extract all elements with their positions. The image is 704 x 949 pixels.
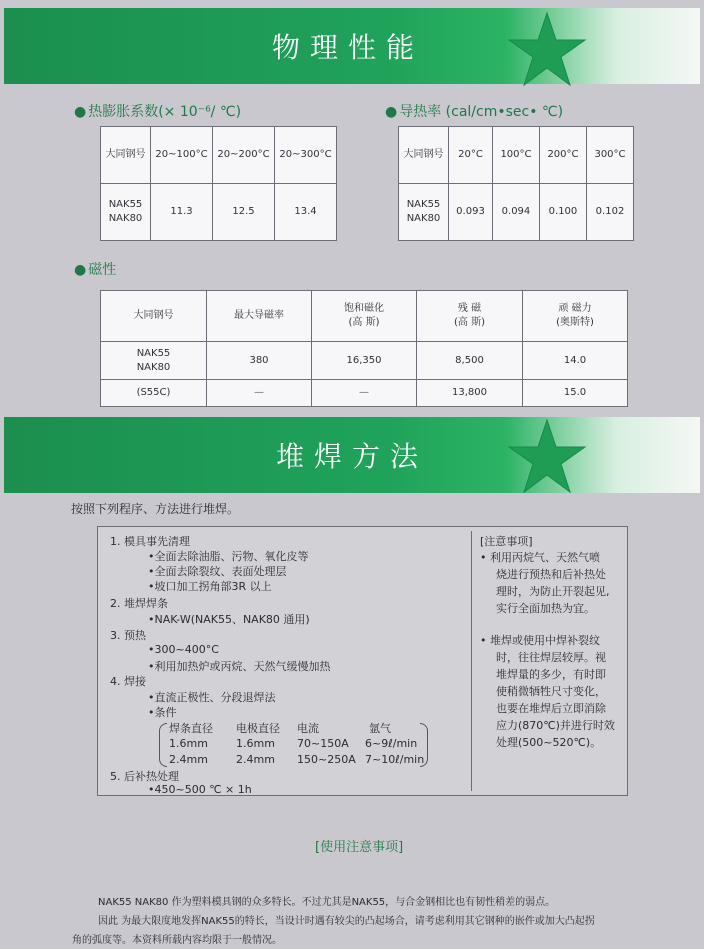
- note-line: 使稍微牺牲尺寸变化，: [496, 685, 606, 698]
- condition-header: 电流: [297, 722, 319, 735]
- condition-header: 电极直径: [236, 722, 280, 735]
- grade-cell: [399, 184, 449, 241]
- note-line: • 堆焊或使用中焊补裂纹: [480, 634, 600, 647]
- table-row: [101, 184, 337, 241]
- thermal-expansion-label: [74, 101, 241, 121]
- header-line: 残 磁: [457, 303, 482, 314]
- value-cell: 8,500: [417, 342, 523, 380]
- note-line: 烧进行预热和后补热处: [496, 568, 606, 581]
- note-line: 应力(870℃)并进行时效: [496, 719, 615, 732]
- star-icon: [504, 417, 590, 495]
- usage-notes-heading: [使用注意事项]: [315, 840, 404, 855]
- step-item: •坡口加工拐角部3R 以上: [148, 580, 272, 593]
- header-cell: 20~100°C: [151, 127, 213, 184]
- note-line: 堆焊量的多少，有时即: [496, 668, 606, 681]
- condition-cell: 2.4mm: [169, 753, 208, 766]
- grade-cell: [101, 184, 151, 241]
- condition-cell: 1.6mm: [236, 737, 275, 750]
- note-line: 也要在堆焊后立即消除: [496, 702, 606, 715]
- header-cell: 20~300°C: [275, 127, 337, 184]
- step-item: •NAK-W(NAK55、NAK80 通用): [148, 613, 310, 626]
- note-line: 理时，为防止开裂起见,: [496, 585, 610, 598]
- header-line: 饱和磁化: [344, 303, 384, 314]
- note-item: [480, 549, 610, 617]
- paragraph-line: NAK55 NAK80 作为塑料模具钢的众多特长。不过尤其是NAK55，与合金钢相比也有韧性稍差的弱点。: [98, 897, 556, 908]
- label-text: 磁性: [88, 262, 117, 278]
- step-item: •利用加热炉或丙烷、天然气缓慢加热: [148, 660, 331, 673]
- value-cell: 16,350: [312, 342, 417, 380]
- thermal-conductivity-label: [385, 101, 563, 121]
- label-text: 导热率 (cal/cm•sec• ℃): [399, 104, 564, 120]
- note-line: 处理(500~520℃)。: [496, 736, 602, 749]
- note-line: 实行全面加热为宜。: [496, 602, 595, 615]
- note-line: 时，往往焊层较厚。视: [496, 651, 606, 664]
- grade-line: NAK80: [136, 361, 171, 373]
- star-icon: [504, 10, 590, 88]
- table-header-row: [399, 127, 634, 184]
- grade-line: NAK55: [406, 199, 441, 210]
- value-cell: 13,800: [417, 380, 523, 407]
- condition-cell: 7~10ℓ/min: [365, 753, 425, 766]
- note-item: [480, 632, 615, 751]
- grade-line: NAK55: [136, 347, 171, 359]
- magnetic-label: [74, 259, 116, 279]
- label-text: 热膨胀系数(× 10⁻⁶/ ℃): [88, 104, 242, 120]
- condition-cell: 6~9ℓ/min: [365, 737, 418, 750]
- step-title: 3. 预热: [110, 629, 146, 642]
- table-row: [101, 380, 628, 407]
- table-header-row: [101, 127, 337, 184]
- table-row: [101, 342, 628, 380]
- value-cell: 0.100: [539, 184, 586, 241]
- header-cell: 最大导磁率: [207, 291, 312, 342]
- step-item: •直流正极性、分段退焊法: [148, 691, 276, 704]
- thermal-expansion-table: [100, 126, 337, 241]
- step-title: 2. 堆焊焊条: [110, 597, 168, 610]
- header-cell: 200°C: [539, 127, 586, 184]
- header-line: (高 斯): [454, 317, 485, 328]
- header-cell: 大同钢号: [101, 291, 207, 342]
- column-divider: [471, 531, 472, 791]
- banner-title: 堆焊方法: [276, 440, 429, 473]
- step-title: 4. 焊接: [110, 675, 146, 688]
- bullet-icon: ●: [74, 104, 87, 120]
- header-cell: 大同钢号: [399, 127, 449, 184]
- note-line: • 利用丙烷气、天然气喷: [480, 551, 600, 564]
- grade-cell: [101, 342, 207, 380]
- header-cell: 300°C: [586, 127, 633, 184]
- header-line: (奥斯特): [556, 317, 594, 328]
- banner-title: 物理性能: [272, 31, 425, 64]
- value-cell: 0.102: [586, 184, 633, 241]
- step-item: •300~400°C: [148, 643, 219, 656]
- condition-header: 焊条直径: [169, 722, 213, 735]
- value-cell: 11.3: [151, 184, 213, 241]
- grade-line: NAK80: [108, 213, 143, 224]
- step-title: 5. 后补热处理: [110, 770, 179, 783]
- grade-line: NAK80: [406, 213, 441, 224]
- step-title: 1. 模具事先清理: [110, 535, 190, 548]
- header-cell: 20°C: [449, 127, 493, 184]
- welding-procedure-box: [97, 526, 628, 796]
- magnetic-table: [100, 290, 628, 407]
- step-item: •全面去除油脂、污物、氧化皮等: [148, 550, 309, 563]
- step-item: •450~500 ℃ × 1h: [148, 783, 252, 796]
- condition-cell: 1.6mm: [169, 737, 208, 750]
- bullet-icon: ●: [74, 262, 87, 278]
- welding-intro: 按照下列程序、方法进行堆焊。: [71, 502, 240, 516]
- grade-line: NAK55: [108, 199, 143, 210]
- table-header-row: [101, 291, 628, 342]
- value-cell: 14.0: [523, 342, 628, 380]
- header-line: 顽 磁力: [558, 303, 592, 314]
- thermal-conductivity-table: [398, 126, 634, 241]
- header-cell: 100°C: [492, 127, 539, 184]
- header-cell: 大同钢号: [101, 127, 151, 184]
- grade-cell: (S55C): [101, 380, 207, 407]
- condition-cell: 70~150A: [297, 737, 349, 750]
- table-row: [399, 184, 634, 241]
- value-cell: 0.093: [449, 184, 493, 241]
- value-cell: 0.094: [492, 184, 539, 241]
- value-cell: 380: [207, 342, 312, 380]
- header-cell: [312, 291, 417, 342]
- step-item: •条件: [148, 706, 177, 719]
- condition-header: 氩气: [369, 722, 391, 735]
- value-cell: 15.0: [523, 380, 628, 407]
- value-cell: 12.5: [213, 184, 275, 241]
- step-item: •全面去除裂纹、表面处理层: [148, 565, 287, 578]
- condition-cell: 150~250A: [297, 753, 356, 766]
- value-cell: —: [312, 380, 417, 407]
- header-cell: 20~200°C: [213, 127, 275, 184]
- header-cell: [523, 291, 628, 342]
- notes-title: [注意事项]: [480, 535, 533, 548]
- welding-method-banner: [4, 417, 700, 493]
- paragraph-line: 角的弧度等。本资料所载内容均限于一般情况。: [72, 935, 282, 946]
- left-bracket: [159, 723, 167, 767]
- header-cell: [417, 291, 523, 342]
- physical-properties-banner: [4, 8, 700, 84]
- value-cell: —: [207, 380, 312, 407]
- header-line: (高 斯): [348, 317, 380, 328]
- bullet-icon: ●: [385, 104, 398, 120]
- value-cell: 13.4: [275, 184, 337, 241]
- paragraph-line: 因此 为最大限度地发挥NAK55的特长，当设计时遇有较尖的凸起场合，请考虑利用其它钢种的嵌件或加大凸起拐: [98, 916, 595, 927]
- condition-cell: 2.4mm: [236, 753, 275, 766]
